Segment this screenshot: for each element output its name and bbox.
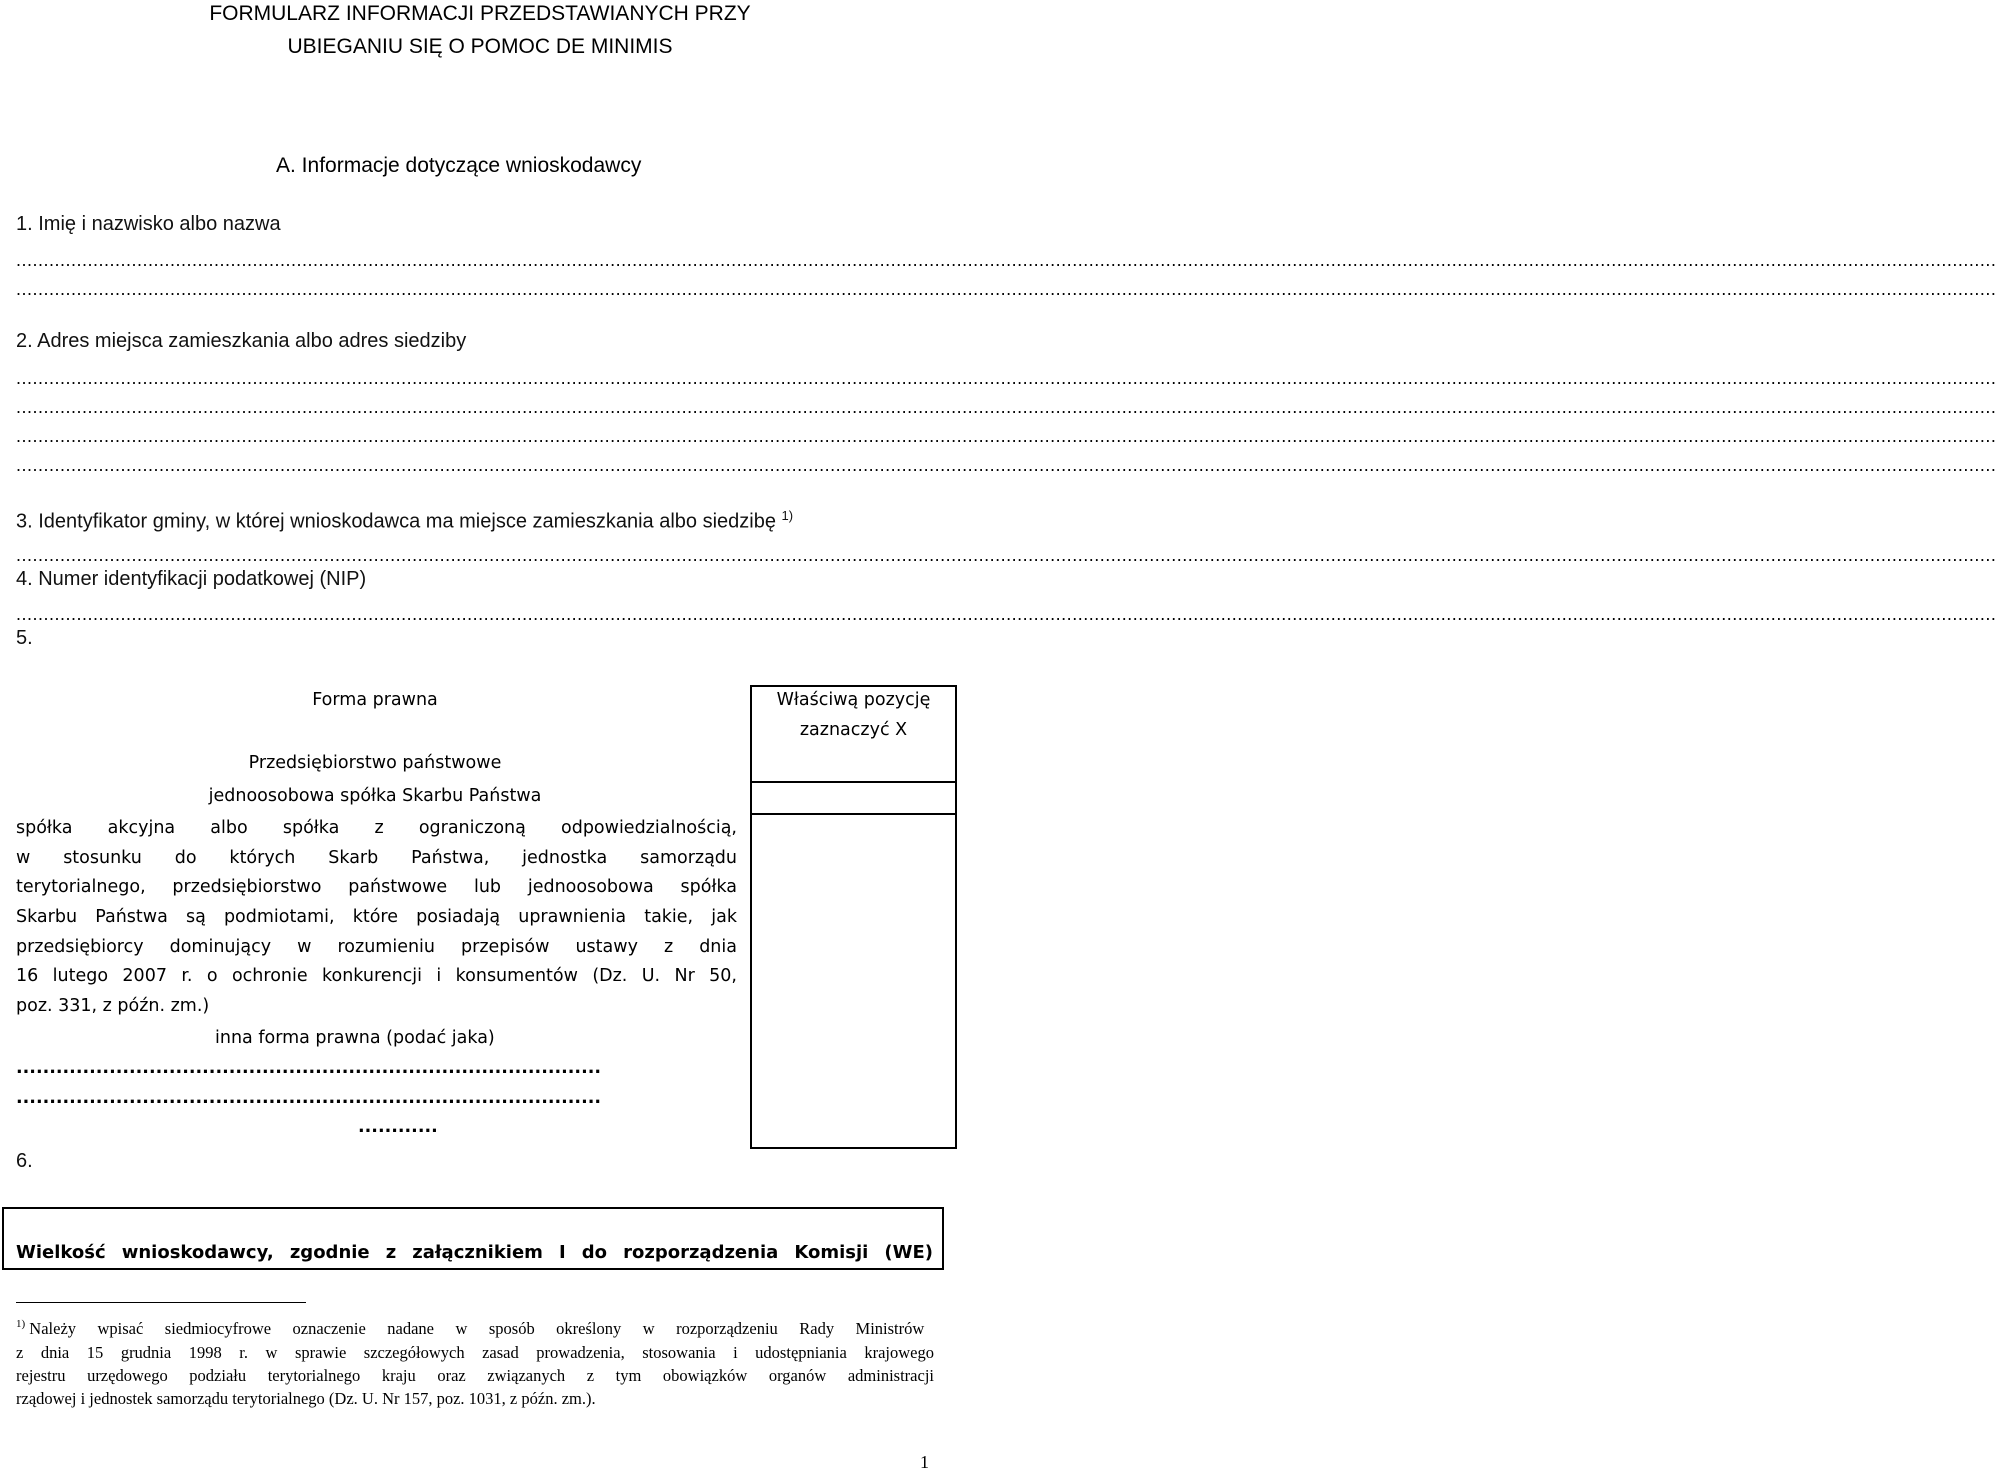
table-header-right-line-2: zaznaczyć X	[799, 720, 908, 740]
footnote-line-3: rejestru urzędowego podziału terytorialnego kraju oraz związanych z tym obowiązków organów administracji	[16, 1366, 934, 1385]
page-number: 1	[920, 1452, 929, 1472]
footnote-line-1	[16, 1318, 934, 1339]
option-state-enterprise: Przedsiębiorstwo państwowe	[248, 753, 502, 773]
option-text-line: w stosunku do których Skarb Państwa, jednostka samorządu	[16, 848, 737, 868]
field-1-label: 1. Imię i nazwisko albo nazwa	[16, 213, 281, 235]
field-2-input-line-4[interactable]: ........................................................................................................................................................................................................................................................................................................................................................................	[16, 455, 1996, 475]
option-text-line: poz. 331, z późn. zm.)	[16, 996, 210, 1016]
option-text-line: przedsiębiorcy dominujący w rozumieniu przepisów ustawy z dnia	[16, 937, 737, 957]
footnote-ref-1: 1)	[781, 508, 794, 523]
checkbox-cell-2[interactable]	[750, 813, 957, 1149]
footnote-text: Należy wpisać siedmiocyfrowe oznaczenie nadane w sposób określony w rozporządzeniu Rady Ministrów	[29, 1318, 925, 1338]
option-text-line: spółka akcyjna albo spółka z ograniczoną odpowiedzialnością,	[16, 818, 737, 838]
field-2-input-line-2[interactable]: ........................................................................................................................................................................................................................................................................................................................................................................	[16, 397, 1996, 417]
table-header-right-line-1: Właściwą pozycję	[776, 690, 931, 710]
field-2-input-line-1[interactable]: ........................................................................................................................................................................................................................................................................................................................................................................	[16, 368, 1996, 388]
field-6-label: 6.	[16, 1150, 33, 1172]
option-text-line: 16 lutego 2007 r. o ochronie konkurencji i konsumentów (Dz. U. Nr 50,	[16, 966, 737, 986]
checkbox-cell-1[interactable]	[750, 781, 957, 815]
applicant-size-text: Wielkość wnioskodawcy, zgodnie z załącznikiem I do rozporządzenia Komisji (WE)	[16, 1242, 933, 1263]
field-3-label	[16, 508, 793, 534]
field-4-input-line[interactable]: ........................................................................................................................................................................................................................................................................................................................................................................	[16, 604, 1996, 624]
section-a-heading: A. Informacje dotyczące wnioskodawcy	[276, 154, 642, 177]
option-other-form-input-line-1[interactable]: ........................................................................................	[16, 1058, 602, 1078]
option-other-form-input-line-3[interactable]: ............	[358, 1117, 438, 1137]
table-header-left: Forma prawna	[312, 690, 438, 710]
field-2-label: 2. Adres miejsca zamieszkania albo adres siedziby	[16, 330, 467, 352]
footnote-marker: 1)	[16, 1318, 26, 1330]
option-other-form-label: inna forma prawna (podać jaka)	[215, 1028, 495, 1048]
field-5-label: 5.	[16, 627, 33, 649]
field-3-input-line[interactable]: ........................................................................................................................................................................................................................................................................................................................................................................	[16, 545, 1996, 565]
option-text-line: terytorialnego, przedsiębiorstwo państwowe lub jednoosobowa spółka	[16, 877, 737, 897]
field-2-input-line-3[interactable]: ........................................................................................................................................................................................................................................................................................................................................................................	[16, 426, 1996, 446]
document-title-line-1: FORMULARZ INFORMACJI PRZEDSTAWIANYCH PRZY	[209, 2, 751, 25]
field-1-input-line-1[interactable]: ........................................................................................................................................................................................................................................................................................................................................................................	[16, 250, 1996, 270]
footnote-separator	[16, 1302, 306, 1303]
option-text-line: Skarbu Państwa są podmiotami, które posiadają uprawnienia takie, jak	[16, 907, 737, 927]
field-1-input-line-2[interactable]: ........................................................................................................................................................................................................................................................................................................................................................................	[16, 279, 1996, 299]
footnote-line-2: z dnia 15 grudnia 1998 r. w sprawie szczegółowych zasad prowadzenia, stosowania i udostępniania krajowego	[16, 1343, 934, 1362]
field-3-label-text: 3. Identyfikator gminy, w której wnioskodawca ma miejsce zamieszkania albo siedzibę	[16, 510, 776, 533]
option-single-shareholder-company: jednoosobowa spółka Skarbu Państwa	[208, 786, 542, 806]
field-4-label: 4. Numer identyfikacji podatkowej (NIP)	[16, 568, 367, 590]
document-title-line-2: UBIEGANIU SIĘ O POMOC DE MINIMIS	[287, 35, 673, 58]
option-other-form-input-line-2[interactable]: ........................................................................................	[16, 1088, 602, 1108]
footnote-line-4: rządowej i jednostek samorządu terytorialnego (Dz. U. Nr 157, poz. 1031, z późn. zm.).	[16, 1389, 596, 1408]
